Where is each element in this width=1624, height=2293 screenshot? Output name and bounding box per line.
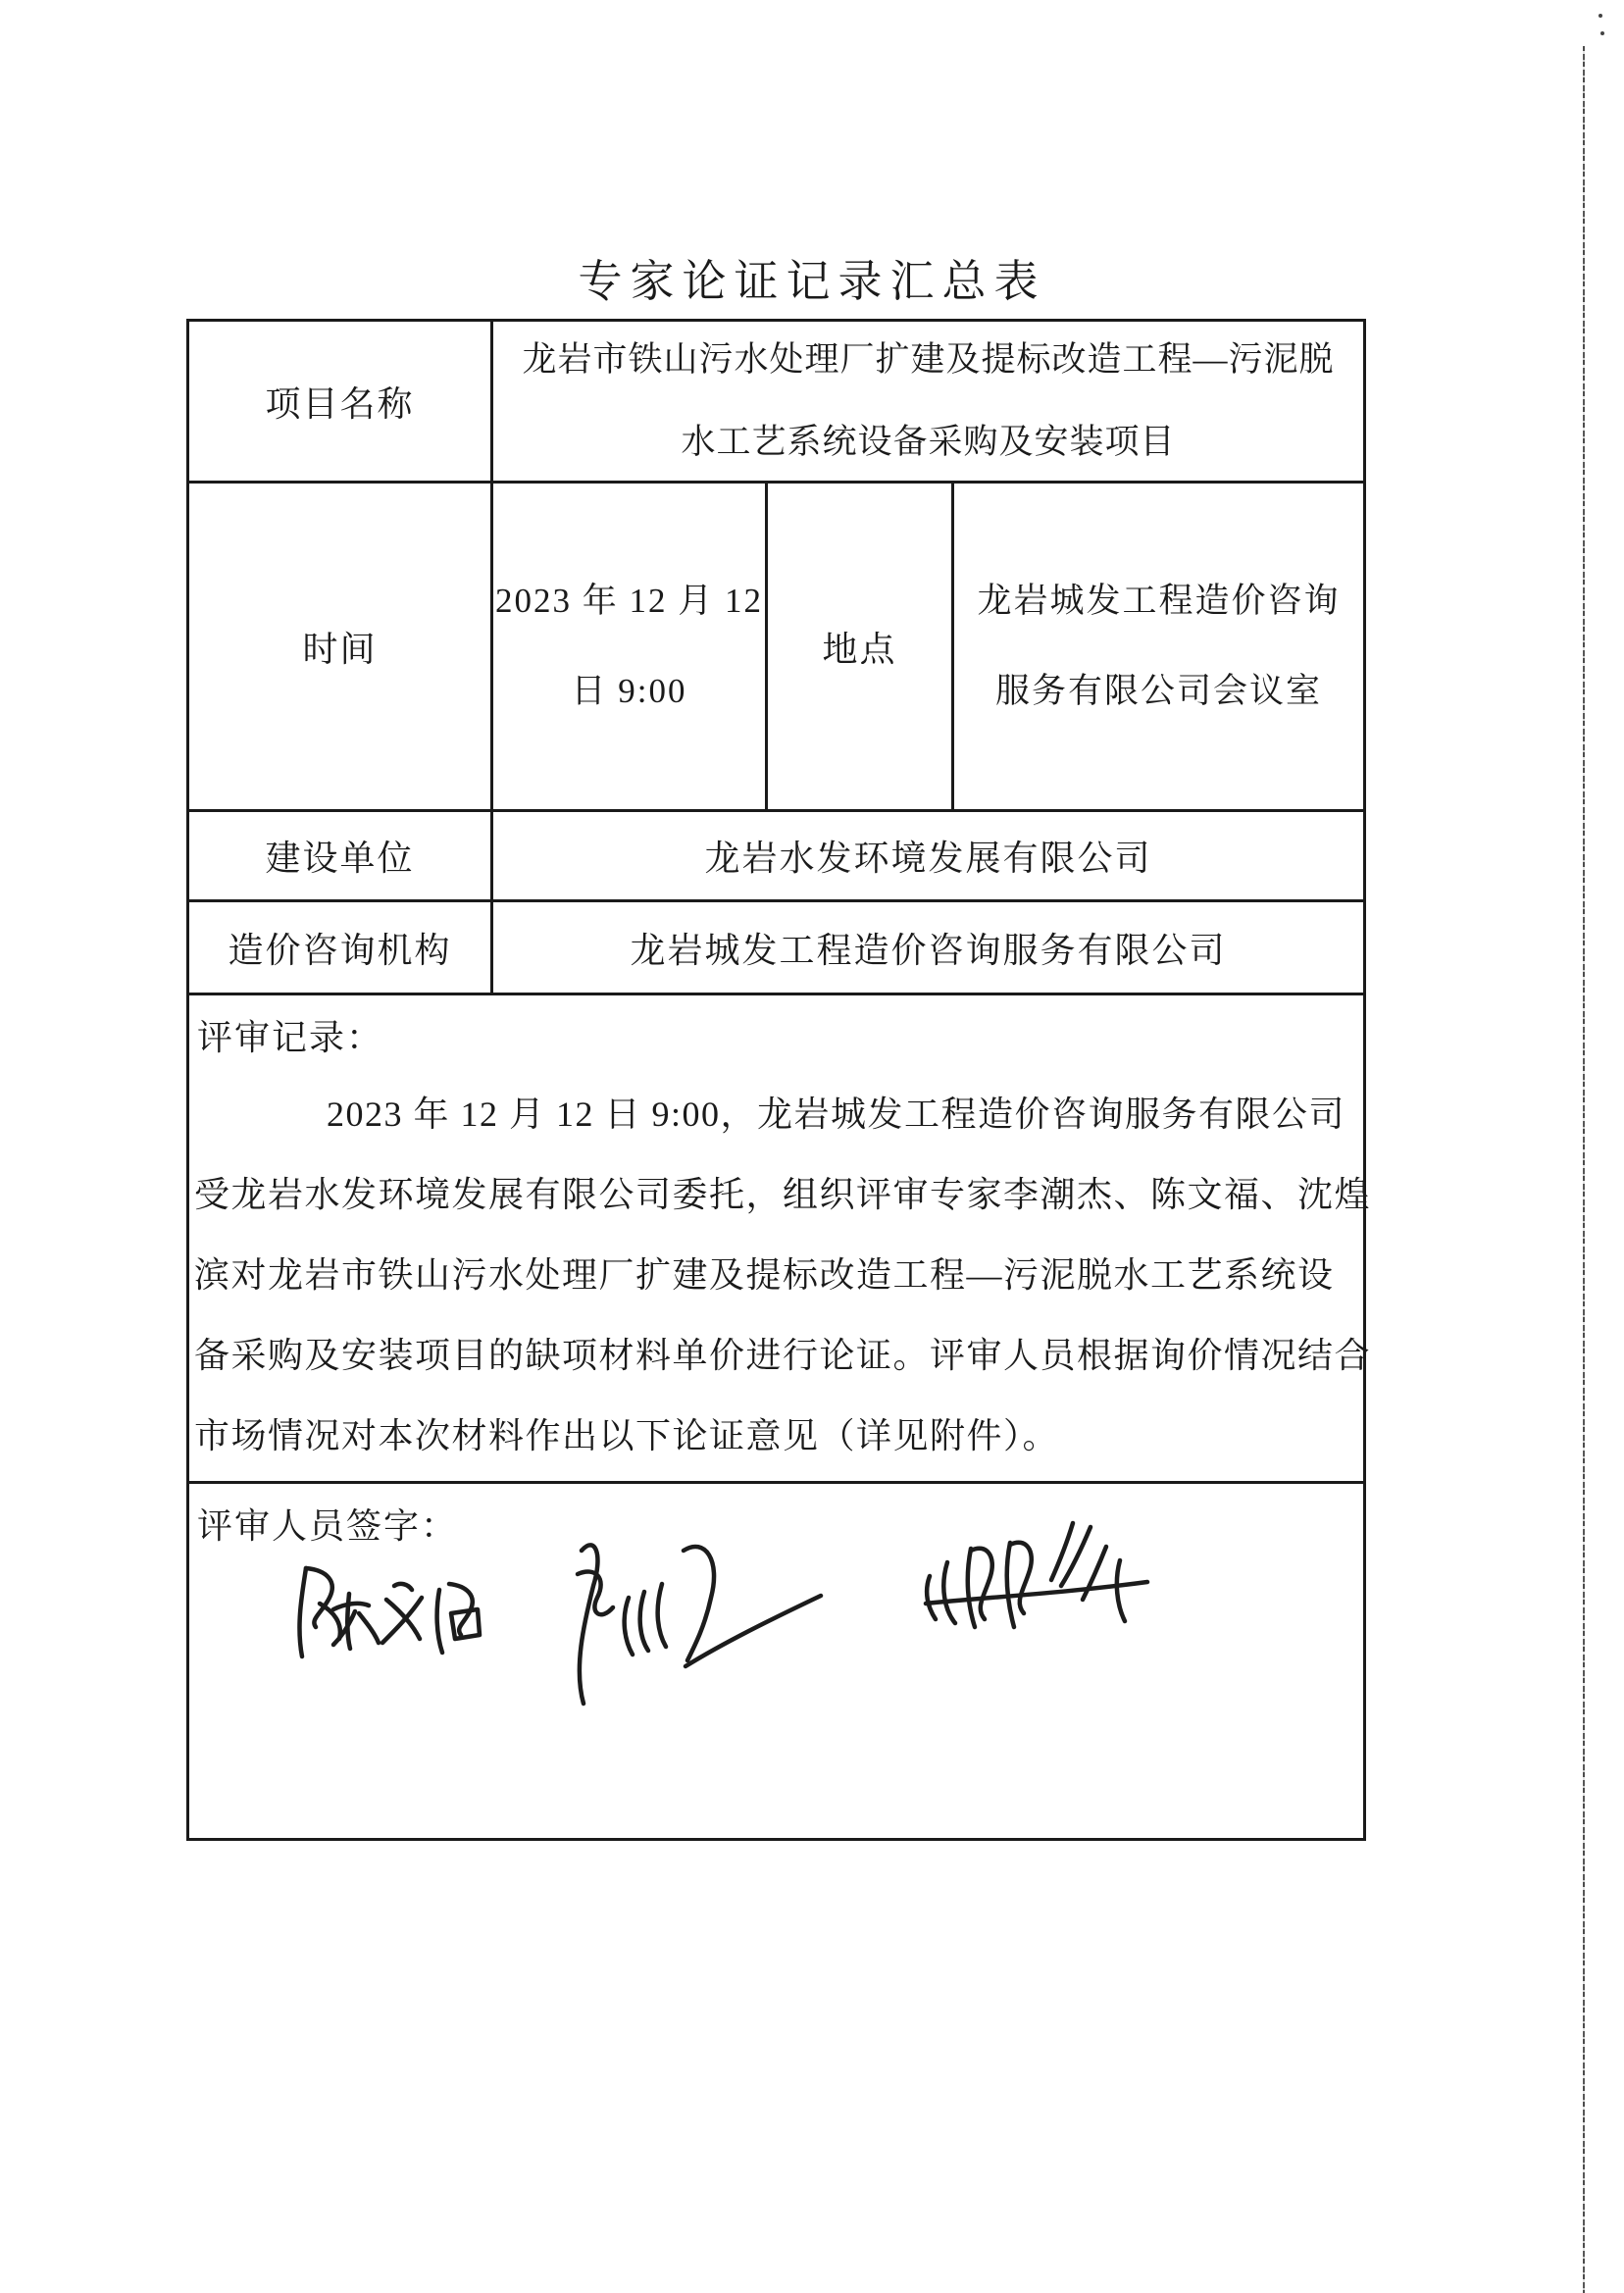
signature-chen-wenfu: [284, 1553, 490, 1670]
row-project: [189, 322, 1363, 484]
builder-label: 建设单位: [189, 812, 493, 899]
project-value-line-2: 水工艺系统设备采购及安装项目: [681, 423, 1176, 461]
signature-li-chaojie: [544, 1523, 834, 1714]
place-value-line-1: 龙岩城发工程造价咨询: [977, 582, 1341, 620]
time-value-line-2: 日 9:00: [571, 672, 687, 710]
document-title: 专家论证记录汇总表: [578, 257, 1046, 306]
signature-shen-huangbin: [912, 1515, 1162, 1662]
time-value-line-1: 2023 年 12 月 12: [494, 582, 763, 620]
place-value-line-2: 服务有限公司会议室: [994, 672, 1322, 710]
review-record-label: 评审记录：: [197, 1018, 384, 1057]
scan-speck: [1600, 31, 1604, 35]
review-line: 备采购及安装项目的缺项材料单价进行论证。评审人员根据询价情况结合: [194, 1336, 1372, 1375]
row-signatures: [189, 1484, 1363, 1838]
place-value: [954, 484, 1363, 809]
scan-artifact-line: [1583, 46, 1585, 2293]
summary-table: [186, 319, 1372, 1841]
signatures-label: 评审人员签字：: [197, 1506, 459, 1546]
time-label: 时间: [189, 484, 493, 809]
scan-speck: [1599, 14, 1602, 18]
builder-value: 龙岩水发环境发展有限公司: [704, 839, 1152, 878]
review-record-cell: [189, 995, 1375, 1481]
consultant-value: 龙岩城发工程造价咨询服务有限公司: [630, 930, 1227, 970]
review-line: 滨对龙岩市铁山污水处理厂扩建及提标改造工程—污泥脱水工艺系统设: [194, 1255, 1335, 1295]
review-record-paragraph: [194, 1074, 1371, 1476]
row-consultant: [189, 902, 1363, 995]
project-label: 项目名称: [189, 322, 493, 481]
review-line: 2023 年 12 月 12 日 9:00，龙岩城发工程造价咨询服务有限公司: [327, 1095, 1346, 1134]
row-builder: [189, 812, 1363, 902]
consultant-label: 造价咨询机构: [189, 902, 493, 993]
project-value: [493, 322, 1363, 481]
review-line: 市场情况对本次材料作出以下论证意见（详见附件）。: [194, 1416, 1060, 1455]
review-line: 受龙岩水发环境发展有限公司委托，组织评审专家李潮杰、陈文福、沈煌: [194, 1175, 1372, 1214]
signatures-cell: [189, 1484, 1363, 1838]
project-value-line-1: 龙岩市铁山污水处理厂扩建及提标改造工程—污泥脱: [522, 340, 1335, 379]
row-time-place: [189, 484, 1363, 812]
place-label: 地点: [768, 484, 954, 809]
time-value: [493, 484, 768, 809]
signature-area: [189, 1484, 1363, 1838]
row-review-record: [189, 995, 1372, 1484]
